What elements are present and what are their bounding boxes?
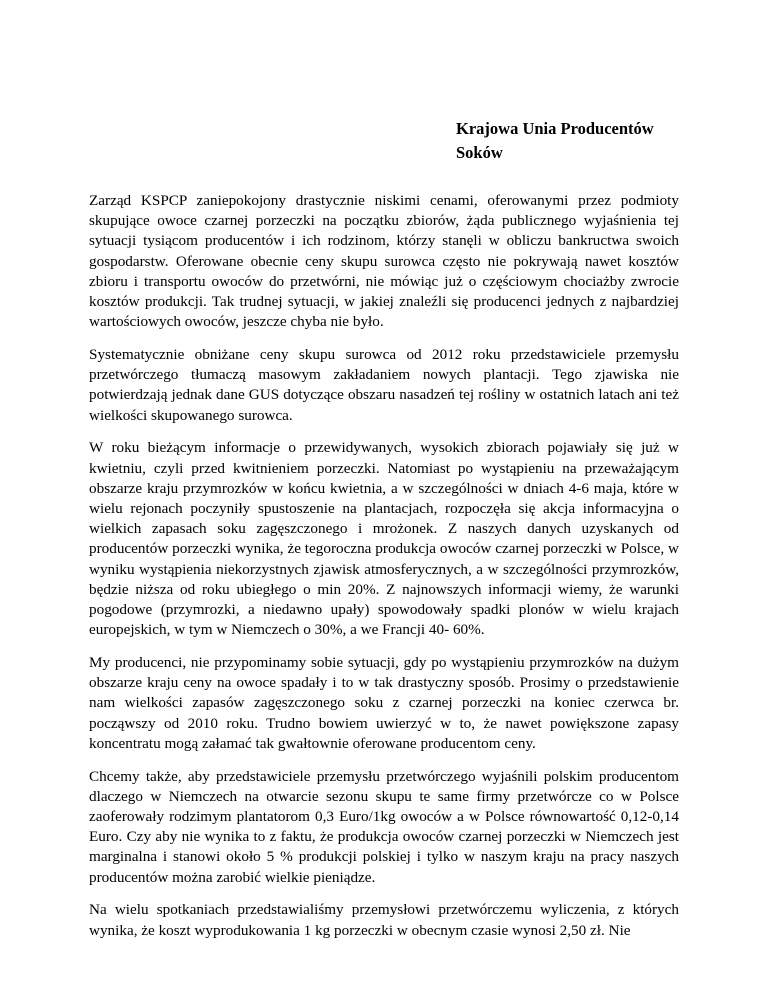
heading-line-1: Krajowa Unia Producentów (456, 119, 654, 138)
document-body (89, 191, 679, 953)
heading-line-2: Soków (456, 143, 503, 162)
paragraph-1: Zarząd KSPCP zaniepokojony drastycznie niskimi cenami, oferowanymi przez podmioty skupujące owoce czarnej porzeczki na początku zbiorów, żąda publicznego wyjaśnienia tej sytuacji tysiącom producentów i ich rodzinom, którzy stanęli w obliczu bankructwa swoich gospodarstw. Oferowane obecnie ceny skupu surowca często nie pokrywają nawet kosztów zbioru i transportu owoców do przetwórni, nie mówiąc już o częściowym chociażby zwrocie kosztów produkcji. Tak trudnej sytuacji, w jakiej znaleźli się producenci jednych z najbardziej wartościowych owoców, jeszcze chyba nie było. (89, 192, 679, 331)
paragraph-3: W roku bieżącym informacje o przewidywanych, wysokich zbiorach pojawiały się już w kwietniu, czyli przed kwitnieniem porzeczki. Natomiast po wystąpieniu na przeważającym obszarze kraju przymrozków w końcu kwietnia, a w szczególności w dniach 4-6 maja, które w wielu rejonach poczyniły spustoszenie na plantacjach, rozpoczęła się akcja informacyjna o wielkich zapasach soku zagęszczonego i mrożonek. Z naszych danych uzyskanych od producentów porzeczki wynika, że tegoroczna produkcja owoców czarnej porzeczki w Polsce, w wyniku wystąpienia niekorzystnych zjawisk atmosferycznych, a w szczególności przymrozków, będzie niższa od roku ubiegłego o min 20%. Z najnowszych informacji wiemy, że warunki pogodowe (przymrozki, a niedawno upały) spowodowały spadki plonów w wielu krajach europejskich, w tym w Niemczech o 30%, a we Francji 40- 60%. (89, 439, 679, 639)
paragraph-5: Chcemy także, aby przedstawiciele przemysłu przetwórczego wyjaśnili polskim producentom dlaczego w Niemczech na otwarcie sezonu skupu te same firmy przetwórcze co w Polsce zaoferowały rodzimym plantatorom 0,3 Euro/1kg owoców a w Polsce równowartość 0,12-0,14 Euro. Czy aby nie wynika to z faktu, że produkcja owoców czarnej porzeczki w Niemczech jest marginalna i stanowi około 5 % produkcji polskiej i tylko w naszym kraju na pracy naszych producentów można zarobić wielkie pieniądze. (89, 767, 679, 886)
paragraph-2: Systematycznie obniżane ceny skupu surowca od 2012 roku przedstawiciele przemysłu przetwórczego tłumaczą masowym zakładaniem nowych plantacji. Tego zjawiska nie potwierdzają jednak dane GUS dotyczące obszaru nasadzeń tej rośliny w ostatnich latach ani też wielkości skupowanego surowca. (89, 346, 679, 424)
document-heading (456, 117, 706, 165)
paragraph-4: My producenci, nie przypominamy sobie sytuacji, gdy po wystąpieniu przymrozków na dużym obszarze kraju ceny na owoce spadały i to w tak drastyczny sposób. Prosimy o przedstawienie nam wielkości zapasów zagęszczonego soku z czarnej porzeczki na koniec czerwca br. począwszy od 2010 roku. Trudno bowiem uwierzyć w to, że nawet powiększone zapasy koncentratu mogą załamać tak gwałtownie oferowane producentom ceny. (89, 654, 679, 752)
paragraph-6: Na wielu spotkaniach przedstawialiśmy przemysłowi przetwórczemu wyliczenia, z których wynika, że koszt wyprodukowania 1 kg porzeczki w obecnym czasie wynosi 2,50 zł. Nie (89, 901, 679, 939)
